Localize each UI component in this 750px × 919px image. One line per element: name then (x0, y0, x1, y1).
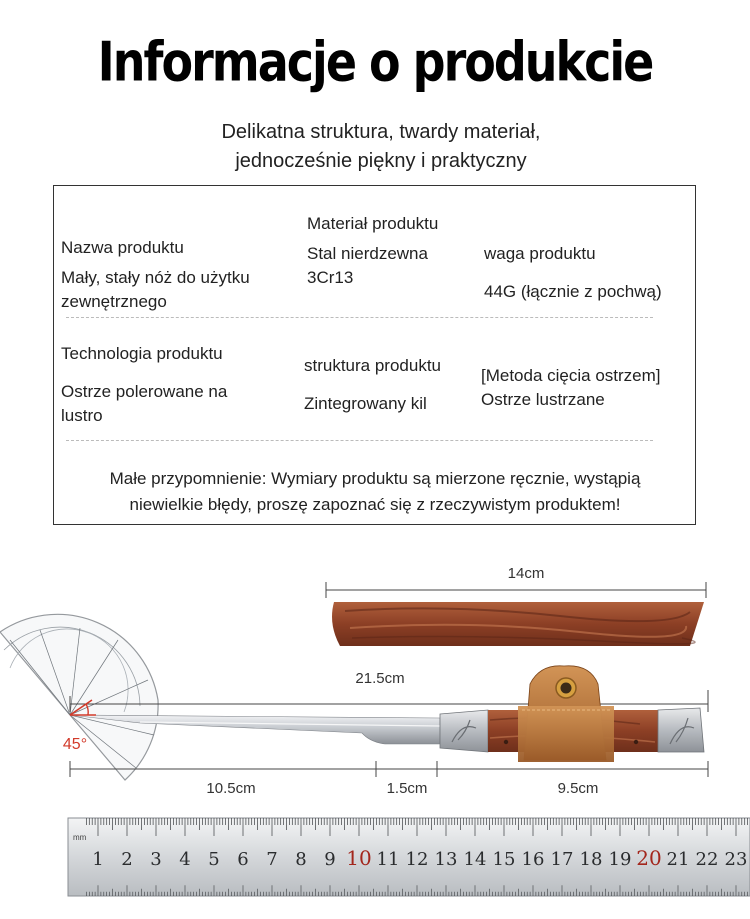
spec-divider (66, 440, 653, 441)
end-cap (658, 708, 704, 752)
page-title: Informacje o produkcie (97, 30, 653, 94)
reminder-note (55, 466, 695, 518)
part-dimension-lines (70, 761, 708, 777)
subtitle-line-2: jednocześnie piękny i praktyczny (235, 150, 527, 172)
ruler-number: 1 (92, 849, 104, 870)
subtitle (0, 118, 750, 176)
spec-cutting (481, 364, 695, 412)
spec-material-value: Stal nierdzewna 3Cr13 (307, 244, 428, 287)
ruler-number: 12 (405, 849, 429, 870)
spec-structure-value: Zintegrowany kil (304, 394, 427, 413)
spec-structure (304, 354, 479, 416)
spec-divider (66, 317, 653, 318)
blade-length-label: 10.5cm (206, 780, 256, 797)
spec-cutting-value: Ostrze lustrzane (481, 390, 605, 409)
sheath (332, 602, 704, 646)
ruler-number: 23 (724, 849, 748, 870)
spec-material (307, 212, 467, 290)
ruler-number: 18 (579, 849, 603, 870)
handle-length-label: 9.5cm (557, 780, 599, 797)
ruler-unit-label: mm (73, 833, 87, 842)
product-illustration (0, 540, 750, 919)
spec-technology-label: Technologia produktu (61, 344, 223, 363)
protractor (0, 614, 158, 780)
ruler-number: 6 (237, 849, 249, 870)
spec-name-value: Mały, stały nóż do użytku zewnętrznego (61, 268, 250, 311)
ruler-number: 19 (608, 849, 632, 870)
ruler-number: 13 (434, 849, 458, 870)
spec-weight (484, 242, 694, 304)
ruler (68, 818, 750, 896)
ruler-number: 17 (550, 849, 574, 870)
reminder-line-2: niewielkie błędy, proszę zapoznać się z rzeczywistym produktem! (129, 495, 621, 514)
angle-label: 45° (62, 736, 88, 753)
leather-strap (518, 666, 614, 762)
ruler-number: 14 (463, 849, 487, 870)
sheath-length-label: 14cm (507, 565, 545, 582)
ruler-number: 8 (295, 849, 307, 870)
ruler-number: 2 (121, 849, 133, 870)
reminder-line-1: Małe przypomnienie: Wymiary produktu są mierzone ręcznie, wystąpią (109, 469, 641, 488)
spec-weight-value: 44G (łącznie z pochwą) (484, 282, 662, 301)
spec-weight-label: waga produktu (484, 244, 596, 263)
ruler-number: 22 (695, 849, 719, 870)
ruler-number: 7 (266, 849, 278, 870)
ruler-number: 4 (179, 849, 191, 870)
ruler-number: 3 (150, 849, 162, 870)
ruler-number: 15 (492, 849, 516, 870)
ruler-number: 5 (208, 849, 220, 870)
spec-technology (61, 342, 261, 428)
ruler-number: 11 (376, 849, 400, 870)
ruler-number: 10 (346, 846, 372, 870)
ruler-number: 21 (666, 849, 690, 870)
spec-cutting-label: [Metoda cięcia ostrzem] (481, 366, 661, 385)
sheath-dimension-line (326, 582, 706, 598)
spec-name-label: Nazwa produktu (61, 238, 184, 257)
spec-structure-label: struktura produktu (304, 356, 442, 375)
bolster (440, 710, 488, 752)
spec-technology-value: Ostrze polerowane na lustro (61, 382, 228, 425)
ruler-number: 9 (324, 849, 336, 870)
ruler-number: 20 (636, 846, 662, 870)
spec-name (61, 236, 291, 314)
ruler-number: 16 (521, 849, 545, 870)
total-length-label: 21.5cm (355, 670, 405, 687)
spec-material-label: Materiał produktu (307, 214, 439, 233)
guard-length-label: 1.5cm (386, 780, 428, 797)
subtitle-line-1: Delikatna struktura, twardy materiał, (221, 121, 541, 143)
